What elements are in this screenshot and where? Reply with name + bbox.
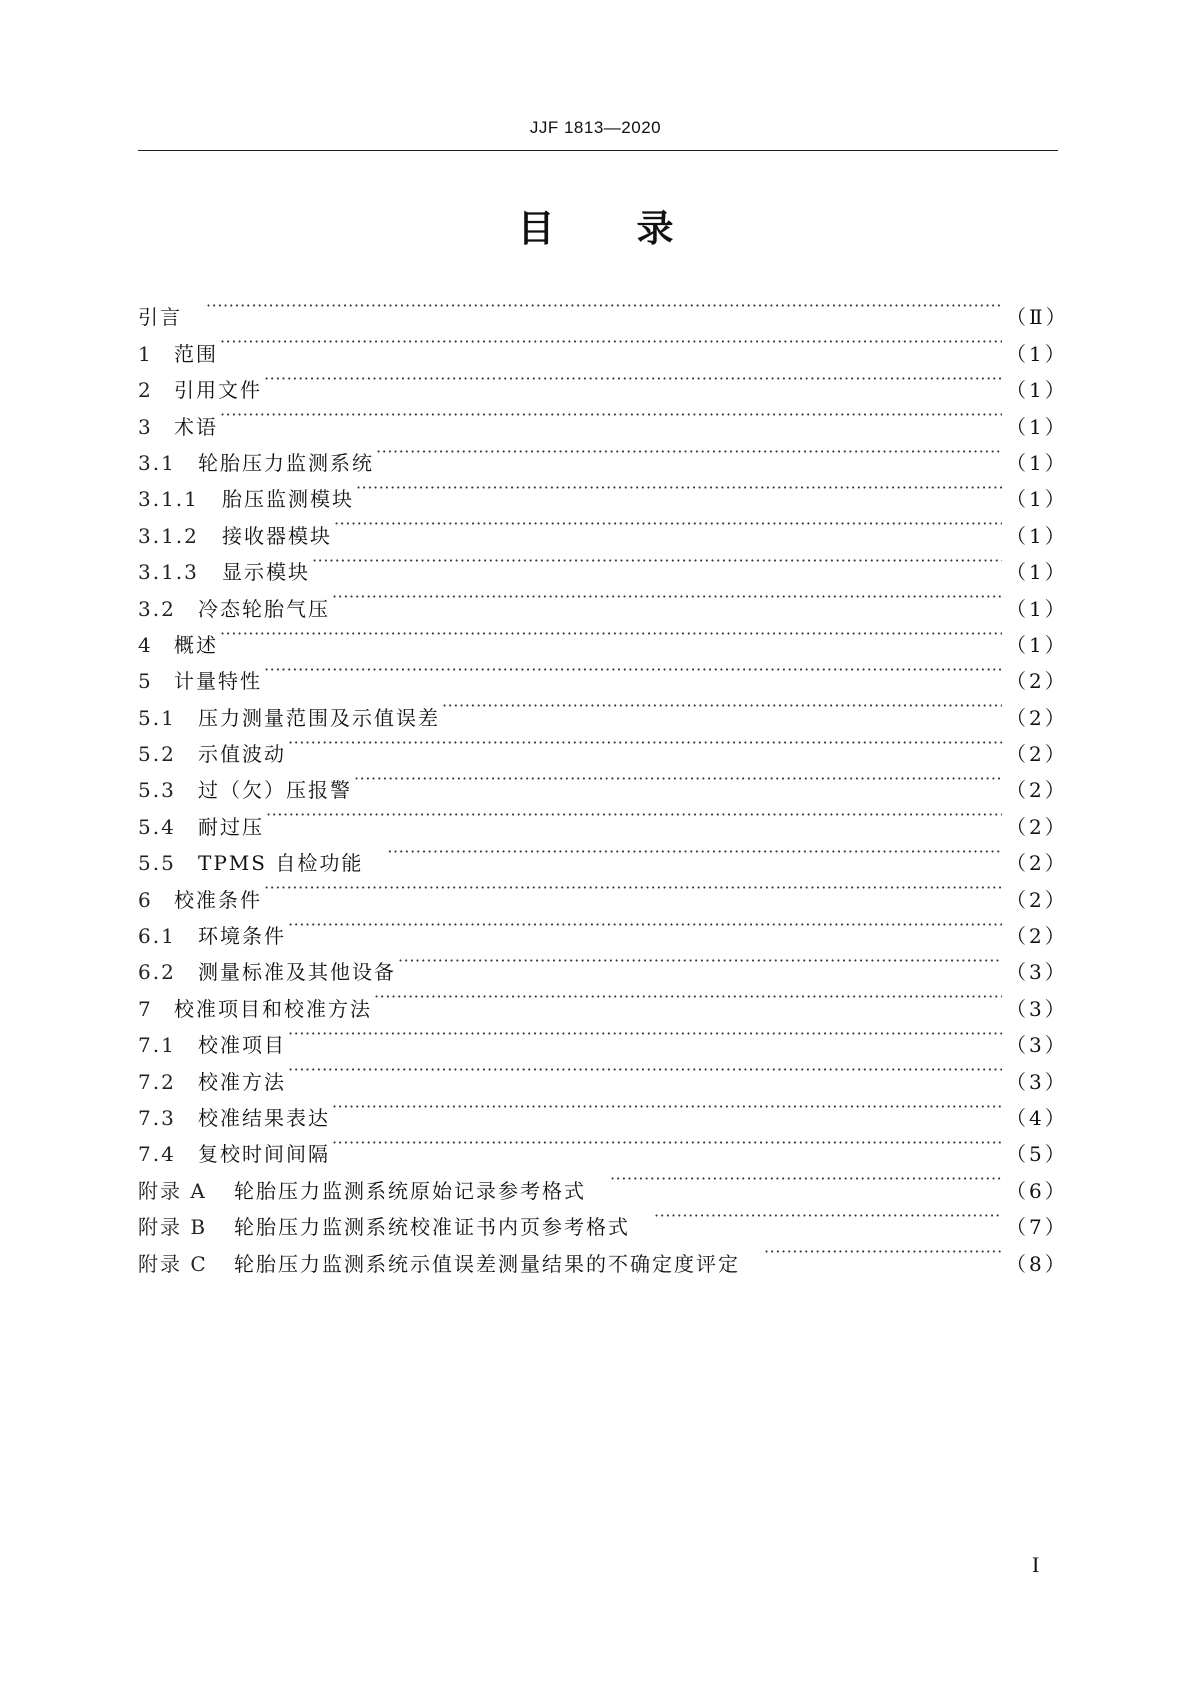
document-code: JJF 1813—2020 (529, 118, 662, 137)
toc-entry-number: 1 (138, 341, 153, 366)
toc-entry-number: 7.2 (138, 1069, 176, 1094)
toc-entry-number: 3.2 (138, 596, 176, 621)
toc-leader-dots (264, 361, 1002, 397)
toc-entry-title: TPMS 自检功能 (198, 851, 364, 876)
toc-leader-dots (332, 1089, 1002, 1125)
toc-entry-page: （Ⅱ） (1006, 305, 1069, 330)
toc-entry-page: （2） (1006, 887, 1068, 912)
toc-entry-title: 显示模块 (222, 560, 310, 585)
toc-leader-dots (374, 979, 1002, 1015)
toc-entry-number: 7 (138, 996, 153, 1021)
toc-entry-title: 示值波动 (198, 742, 286, 767)
toc-entry-number: 3 (138, 414, 153, 439)
toc-entry-title: 轮胎压力监测系统原始记录参考格式 (234, 1178, 586, 1203)
toc-entry-number: 2 (138, 378, 153, 403)
toc-leader-dots (332, 579, 1002, 615)
toc-leader-dots (332, 1125, 1002, 1161)
toc-entry[interactable] (138, 434, 1068, 475)
toc-entry[interactable] (138, 288, 1069, 330)
toc-leader-dots (442, 688, 1002, 724)
toc-entry-page: （2） (1006, 705, 1068, 730)
toc-entry-title: 轮胎压力监测系统校准证书内页参考格式 (234, 1215, 630, 1240)
page-number: I (1032, 1552, 1040, 1577)
toc-entry-page: （2） (1006, 778, 1068, 803)
toc-entry[interactable] (138, 907, 1068, 949)
toc-entry-number: 5.4 (138, 814, 176, 839)
toc-entry-page: （2） (1006, 924, 1068, 949)
header-rule (138, 150, 1058, 151)
toc-entry-page: （6） (1006, 1178, 1068, 1203)
toc-leader-dots (610, 1161, 1002, 1197)
toc-entry-number: 5.3 (138, 778, 176, 803)
toc-entry-title: 引用文件 (174, 378, 262, 403)
toc-entry-title: 过（欠）压报警 (198, 778, 352, 803)
toc-leader-dots (387, 834, 1002, 870)
toc-entry-title: 概述 (174, 632, 218, 657)
toc-entry-number: 5.2 (138, 742, 176, 767)
toc-entry-number: 附录 A (138, 1178, 207, 1203)
toc-leader-dots (764, 1234, 1002, 1270)
toc-entry-title: 压力测量范围及示值误差 (198, 705, 440, 730)
toc-entry-number: 附录 C (138, 1251, 208, 1276)
toc-entry-number: 5 (138, 669, 153, 694)
toc-entry-number: 3.1.3 (138, 560, 199, 585)
toc-entry-number: 6.1 (138, 924, 176, 949)
toc-entry-page: （3） (1006, 960, 1068, 985)
toc-entry-number: 3.1.2 (138, 523, 199, 548)
toc-entry-page: （1） (1006, 450, 1068, 475)
toc-entry-number: 7.3 (138, 1105, 176, 1130)
toc-leader-dots (288, 1052, 1002, 1088)
toc-leader-dots (334, 506, 1002, 542)
toc-leader-dots (266, 797, 1002, 833)
toc-entry-page: （1） (1006, 487, 1068, 512)
toc-entry-title: 引言 (138, 305, 182, 330)
toc-entry[interactable] (138, 652, 1068, 694)
toc-entry-page: （2） (1006, 851, 1068, 876)
toc-entry-number: 5.5 (138, 851, 176, 876)
toc-entry[interactable] (138, 797, 1068, 839)
toc-entry-page: （3） (1006, 1069, 1068, 1094)
toc-leader-dots (354, 761, 1002, 797)
toc-entry-title: 耐过压 (198, 814, 264, 839)
toc-leader-dots (356, 470, 1002, 506)
toc-entry-number: 7.1 (138, 1033, 176, 1058)
toc-entry-number: 3.1.1 (138, 487, 199, 512)
toc-entry[interactable] (138, 870, 1068, 912)
toc-entry-number: 6.2 (138, 960, 176, 985)
toc-entry-title: 轮胎压力监测系统 (198, 450, 374, 475)
toc-leader-dots (288, 725, 1002, 761)
toc-entry-page: （1） (1006, 596, 1068, 621)
toc-entry[interactable] (138, 688, 1068, 730)
toc-entry[interactable] (138, 616, 1068, 657)
toc-entry-title: 校准结果表达 (198, 1105, 330, 1130)
toc-entry-title: 复校时间间隔 (198, 1142, 330, 1167)
toc-leader-dots (288, 907, 1002, 943)
toc-entry-title: 校准方法 (198, 1069, 286, 1094)
toc-entry-title: 术语 (174, 414, 218, 439)
toc-entry-page: （1） (1006, 378, 1068, 403)
page-title-char: 目 (517, 207, 555, 250)
page-title-char: 录 (636, 207, 674, 250)
toc-entry-title: 校准条件 (174, 887, 262, 912)
toc-entry-page: （2） (1006, 814, 1068, 839)
toc-entry-page: （7） (1006, 1215, 1068, 1240)
toc-entry-page: （1） (1006, 523, 1068, 548)
toc-entry[interactable] (138, 324, 1068, 366)
toc-entry[interactable] (138, 834, 1068, 876)
toc-entry[interactable] (138, 397, 1068, 439)
toc-entry-title: 环境条件 (198, 924, 286, 949)
toc-entry-page: （2） (1006, 742, 1068, 767)
toc-entry-title: 范围 (174, 341, 218, 366)
table-of-contents (138, 288, 1069, 1276)
toc-entry-title: 接收器模块 (222, 523, 332, 548)
toc-leader-dots (288, 1016, 1002, 1052)
toc-entry-title: 校准项目和校准方法 (174, 996, 372, 1021)
toc-entry-page: （3） (1006, 1033, 1068, 1058)
toc-entry-page: （1） (1006, 414, 1068, 439)
toc-leader-dots (398, 943, 1002, 979)
toc-leader-dots (654, 1198, 1002, 1234)
toc-entry-number: 附录 B (138, 1215, 208, 1240)
toc-entry-page: （2） (1006, 669, 1068, 694)
toc-leader-dots (220, 616, 1002, 652)
toc-entry-title: 计量特性 (174, 669, 262, 694)
toc-entry-title: 校准项目 (198, 1033, 286, 1058)
toc-entry-title: 冷态轮胎气压 (198, 596, 330, 621)
toc-entry-number: 4 (138, 632, 153, 657)
toc-entry-number: 7.4 (138, 1142, 176, 1167)
toc-leader-dots (312, 543, 1002, 579)
toc-entry-page: （1） (1006, 632, 1068, 657)
toc-leader-dots (220, 397, 1002, 433)
toc-entry-number: 3.1 (138, 450, 176, 475)
toc-entry-title: 轮胎压力监测系统示值误差测量结果的不确定度评定 (234, 1251, 740, 1276)
toc-entry-number: 6 (138, 887, 153, 912)
toc-leader-dots (264, 652, 1002, 688)
toc-entry-page: （1） (1006, 560, 1068, 585)
toc-leader-dots (264, 870, 1002, 906)
toc-entry-page: （5） (1006, 1142, 1068, 1167)
toc-entry-page: （8） (1006, 1251, 1068, 1276)
toc-leader-dots (376, 434, 1002, 470)
toc-entry[interactable] (138, 361, 1068, 403)
page-title (0, 198, 1191, 252)
toc-leader-dots (206, 288, 1002, 324)
toc-entry-number: 5.1 (138, 705, 176, 730)
toc-entry-title: 测量标准及其他设备 (198, 960, 396, 985)
toc-entry-page: （4） (1006, 1105, 1068, 1130)
toc-leader-dots (220, 324, 1002, 360)
toc-entry-title: 胎压监测模块 (222, 487, 354, 512)
toc-entry-page: （1） (1006, 341, 1068, 366)
toc-entry-page: （3） (1006, 996, 1068, 1021)
